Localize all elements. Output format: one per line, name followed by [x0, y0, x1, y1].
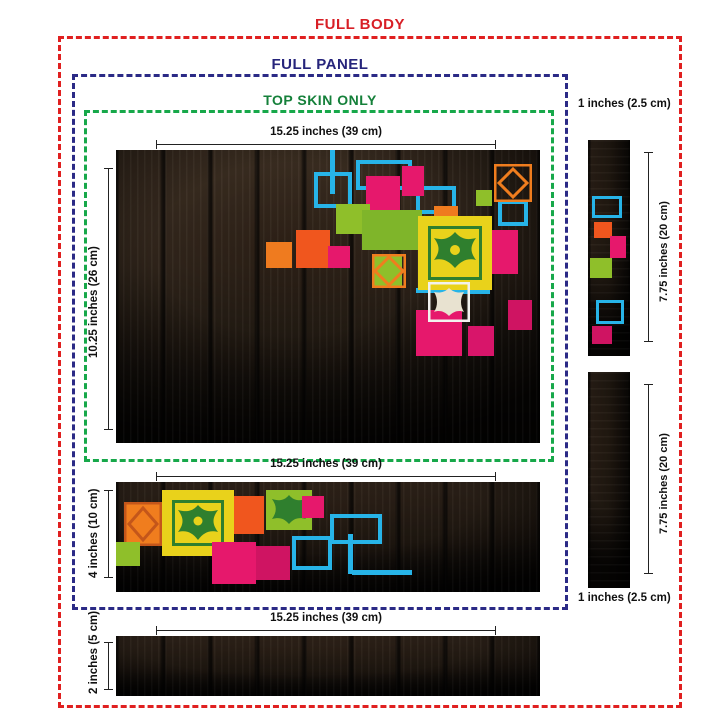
middle-panel-width-line	[156, 476, 496, 477]
tile-pattern-icon	[372, 254, 406, 288]
top-panel-width-line	[156, 144, 496, 145]
bottom-wood-strip	[116, 636, 540, 696]
graffiti-cluster	[116, 482, 540, 592]
wood-texture	[116, 636, 540, 696]
ornament-icon	[430, 228, 480, 278]
graffiti-cluster	[588, 140, 630, 356]
full-body-title: FULL BODY	[314, 16, 406, 33]
bottom-panel-height-line	[108, 642, 109, 690]
right-top-side-strip	[588, 140, 630, 356]
bottom-panel-height-label: 2 inches (5 cm)	[88, 610, 100, 694]
right-bottom-side-strip	[588, 372, 630, 588]
top-skin-wood-panel	[116, 150, 540, 443]
middle-panel-width-label: 15.25 inches (39 cm)	[270, 458, 382, 470]
right-bottom-width-label: 1 inches (2.5 cm)	[578, 592, 671, 604]
right-bottom-height-line	[648, 384, 649, 574]
full-panel-title: FULL PANEL	[271, 56, 369, 73]
top-skin-title: TOP SKIN ONLY	[263, 92, 377, 108]
right-top-height-line	[648, 152, 649, 342]
bottom-panel-width-line	[156, 630, 496, 631]
tile-pattern-icon	[428, 282, 470, 322]
middle-panel-height-label: 4 inches (10 cm)	[88, 488, 100, 578]
wood-texture	[588, 372, 630, 588]
tile-pattern-icon	[494, 164, 532, 202]
right-top-height-label: 7.75 inches (20 cm)	[658, 201, 670, 302]
ornament-icon	[174, 502, 222, 544]
top-panel-height-line	[108, 168, 109, 430]
bottom-panel-width-label: 15.25 inches (39 cm)	[270, 612, 382, 624]
top-panel-width-label: 15.25 inches (39 cm)	[270, 126, 382, 138]
tile-pattern-icon	[124, 502, 162, 546]
right-top-width-label: 1 inches (2.5 cm)	[578, 98, 671, 110]
right-bottom-height-label: 7.75 inches (20 cm)	[658, 433, 670, 534]
middle-wood-panel	[116, 482, 540, 592]
top-panel-height-label: 10.25 inches (26 cm)	[88, 246, 100, 358]
graffiti-cluster	[116, 150, 540, 443]
middle-panel-height-line	[108, 490, 109, 578]
